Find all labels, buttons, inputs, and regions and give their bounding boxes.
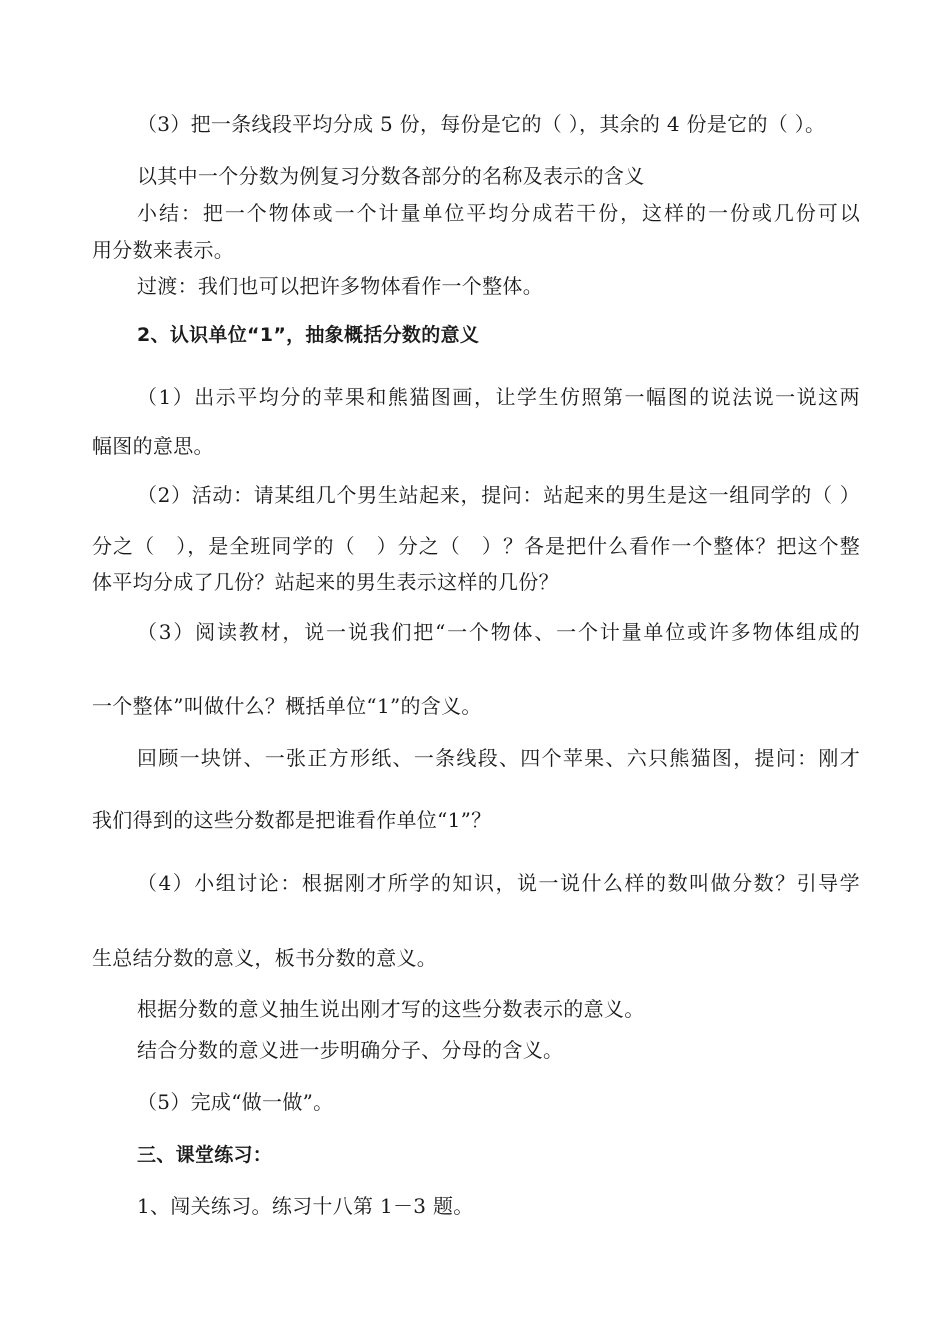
activity-3-line-2: 一个整体”叫做什么？概括单位“1”的含义。	[92, 694, 482, 718]
activity-4-line-2: 生总结分数的意义，板书分数的意义。	[92, 946, 438, 970]
activity-2-line-1: （2）活动：请某组几个男生站起来，提问：站起来的男生是这一组同学的（ ）	[137, 483, 860, 507]
review-line-2: 我们得到的这些分数都是把谁看作单位“1”？	[92, 808, 492, 832]
summary-line-2: 用分数来表示。	[92, 238, 235, 262]
activity-1-line-2: 幅图的意思。	[92, 434, 214, 458]
transition-line: 过渡：我们也可以把许多物体看作一个整体。	[137, 274, 543, 298]
activity-4-line-1: （4）小组讨论：根据刚才所学的知识，说一说什么样的数叫做分数？引导学	[137, 871, 860, 895]
meaning-line: 根据分数的意义抽生说出刚才写的这些分数表示的意义。	[137, 997, 645, 1021]
review-line-1: 回顾一块饼、一张正方形纸、一条线段、四个苹果、六只熊猫图，提问：刚才	[137, 746, 860, 770]
question-3-line: （3）把一条线段平均分成 5 份，每份是它的（ ），其余的 4 份是它的（ ）。	[137, 112, 826, 136]
activity-2-line-2: 分之（ ），是全班同学的（ ）分之（ ）？各是把什么看作一个整体？把这个整	[92, 534, 860, 558]
section-heading-unit-one: 2、认识单位“1”，抽象概括分数的意义	[137, 324, 480, 346]
activity-2-line-3: 体平均分成了几份？站起来的男生表示这样的几份？	[92, 570, 559, 594]
activity-3-line-1: （3）阅读教材，说一说我们把“一个物体、一个计量单位或许多物体组成的	[137, 620, 860, 644]
section-heading-practice: 三、课堂练习：	[137, 1144, 273, 1166]
practice-item-1: 1、闯关练习。练习十八第 1－3 题。	[137, 1194, 474, 1218]
summary-line-1: 小结：把一个物体或一个计量单位平均分成若干份，这样的一份或几份可以	[137, 201, 860, 225]
do-it-line: （5）完成“做一做”。	[137, 1090, 334, 1114]
activity-1-line-1: （1）出示平均分的苹果和熊猫图画，让学生仿照第一幅图的说法说一说这两	[137, 385, 860, 409]
numerator-denominator-line: 结合分数的意义进一步明确分子、分母的含义。	[137, 1038, 564, 1062]
review-fraction-parts: 以其中一个分数为例复习分数各部分的名称及表示的含义	[137, 164, 645, 188]
